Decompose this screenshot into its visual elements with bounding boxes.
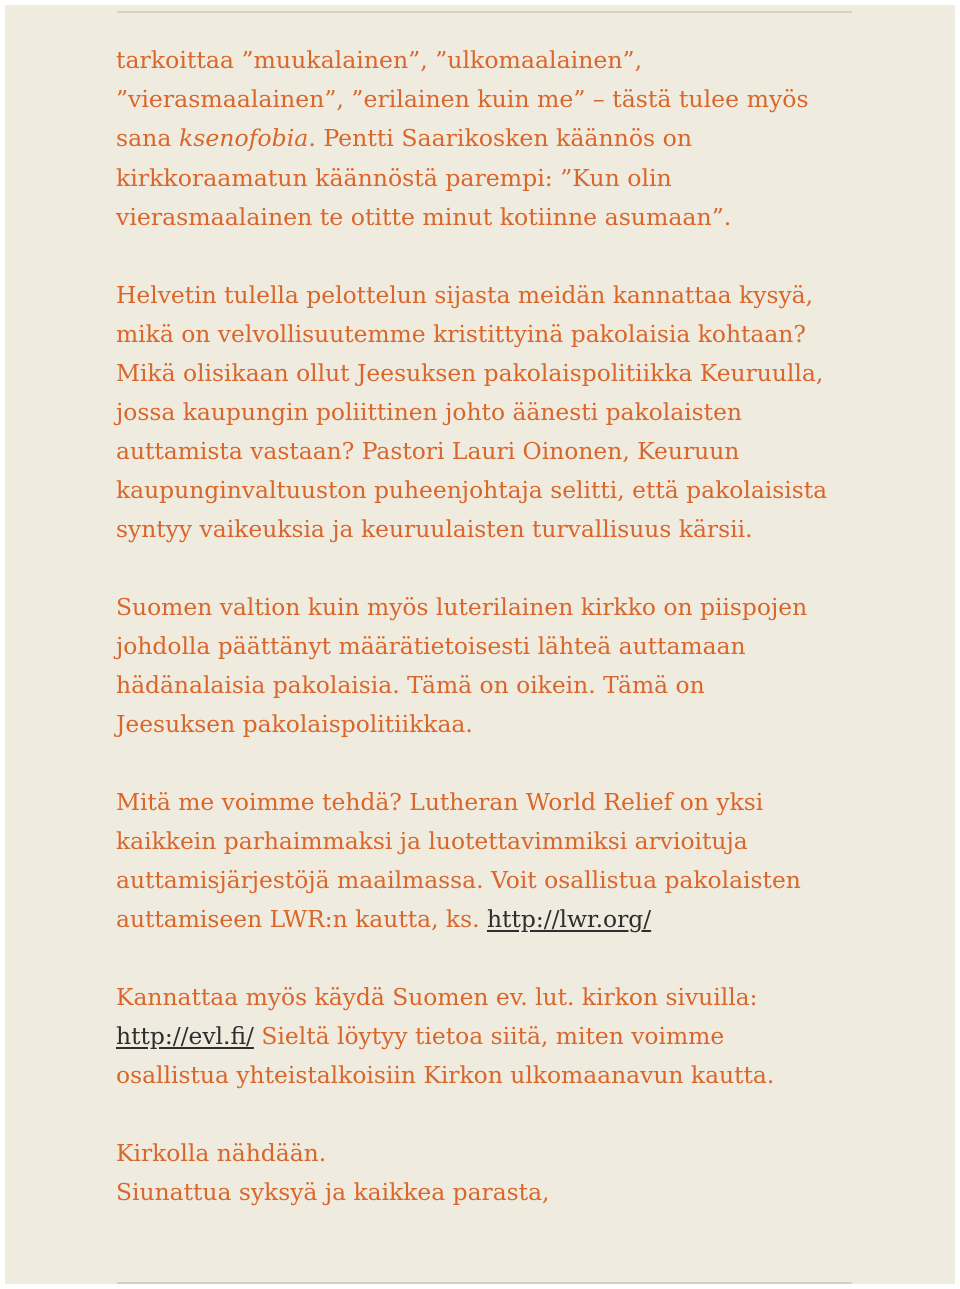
document-body: [116, 41, 876, 1212]
bottom-divider: [117, 1282, 852, 1284]
paragraph-1-line-1: tarkoittaa ”muukalainen”, ”ulkomaalainen”,: [116, 46, 643, 74]
paragraph-1-line-3-start: sana: [116, 124, 179, 153]
paragraph-1-line-3-end: . Pentti Saarikosken käännös on: [308, 124, 693, 153]
paragraph-4-line-2: kaikkein parhaimmaksi ja luotettavimmiksi arvioituja: [116, 827, 748, 856]
paragraph-1-line-3: [116, 119, 876, 158]
paragraph-5-line-3: osallistua yhteistalkoisiin Kirkon ulkomaanavun kautta.: [116, 1061, 775, 1090]
paragraph-1-line-2: ”vierasmaalainen”, ”erilainen kuin me” – tästä tulee myös: [116, 85, 809, 114]
paragraph-4: [116, 783, 876, 939]
paragraph-2-line-4: jossa kaupungin poliittinen johto äänesti pakolaisten: [116, 398, 742, 427]
paragraph-1-line-5: vierasmaalainen te otitte minut kotiinne asumaan”.: [116, 202, 732, 231]
paragraph-2-line-6: kaupunginvaltuuston puheenjohtaja selitti, että pakolaisista: [116, 476, 828, 505]
closing-line-2: Siunattua syksyä ja kaikkea parasta,: [116, 1178, 550, 1207]
paragraph-2-line-1: Helvetin tulella pelottelun sijasta meidän kannattaa kysyä,: [116, 281, 814, 310]
evl-link[interactable]: http://evl.fi/: [116, 1022, 254, 1051]
paragraph-4-line-4-text: auttamiseen LWR:n kautta, ks.: [116, 905, 487, 934]
lwr-link[interactable]: http://lwr.org/: [486, 905, 652, 934]
paragraph-2: [116, 276, 876, 549]
paragraph-5: [116, 978, 876, 1095]
closing-line-1: Kirkolla nähdään.: [116, 1139, 327, 1168]
paragraph-4-line-4: [116, 900, 876, 939]
paragraph-4-line-1: Mitä me voimme tehdä? Lutheran World Relief on yksi: [116, 788, 764, 817]
paragraph-2-line-3: Mikä olisikaan ollut Jeesuksen pakolaispolitiikka Keuruulla,: [116, 359, 824, 388]
paragraph-4-line-3: auttamisjärjestöjä maailmassa. Voit osallistua pakolaisten: [116, 866, 801, 895]
document-page: [5, 5, 955, 1284]
paragraph-3-line-1: Suomen valtion kuin myös luterilainen kirkko on piispojen: [116, 593, 808, 622]
paragraph-5-line-1: Kannattaa myös käydä Suomen ev. lut. kirkon sivuilla:: [116, 983, 758, 1012]
paragraph-2-line-5: auttamista vastaan? Pastori Lauri Oinonen, Keuruun: [116, 437, 740, 466]
paragraph-3: [116, 588, 876, 744]
italic-term: ksenofobia: [178, 124, 309, 153]
paragraph-5-line-2: [116, 1017, 876, 1056]
closing: [116, 1134, 876, 1212]
paragraph-1: [116, 41, 876, 237]
paragraph-3-line-3: hädänalaisia pakolaisia. Tämä on oikein. Tämä on: [116, 671, 705, 700]
paragraph-2-line-2: mikä on velvollisuutemme kristittyinä pakolaisia kohtaan?: [116, 320, 806, 349]
top-divider: [117, 11, 852, 13]
paragraph-2-line-7: syntyy vaikeuksia ja keuruulaisten turvallisuus kärsii.: [116, 515, 753, 544]
paragraph-5-line-2-text: Sieltä löytyy tietoa siitä, miten voimme: [253, 1022, 725, 1051]
paragraph-3-line-4: Jeesuksen pakolaispolitiikkaa.: [116, 710, 473, 739]
paragraph-1-line-4: kirkkoraamatun käännöstä parempi: ”Kun olin: [116, 163, 672, 192]
paragraph-3-line-2: johdolla päättänyt määrätietoisesti lähteä auttamaan: [116, 632, 746, 661]
